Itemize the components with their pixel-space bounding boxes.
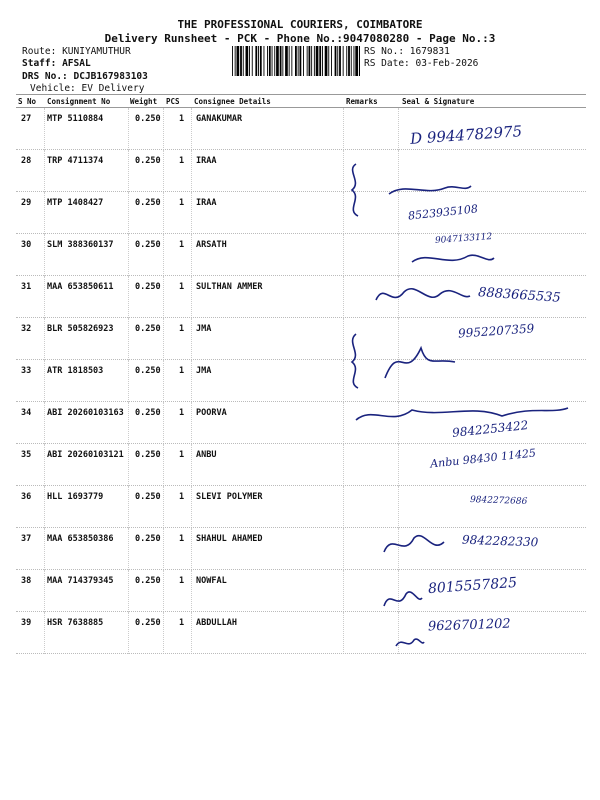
column-divider: [191, 612, 192, 654]
column-divider: [163, 318, 164, 360]
table-row: [0, 612, 600, 654]
column-divider: [163, 486, 164, 528]
staff-value: AFSAL: [62, 58, 91, 69]
row-pcs: 1: [179, 408, 185, 418]
column-divider: [398, 444, 399, 486]
column-divider: [44, 570, 45, 612]
row-weight: 0.250: [135, 492, 161, 502]
row-consignee: SHAHUL AHAMED: [196, 534, 263, 544]
column-divider: [191, 318, 192, 360]
table-row: [0, 192, 600, 234]
column-divider: [398, 108, 399, 150]
col-weight: Weight: [130, 97, 158, 106]
column-divider: [44, 318, 45, 360]
column-divider: [191, 360, 192, 402]
column-divider: [128, 276, 129, 318]
column-divider: [44, 528, 45, 570]
handwritten-signature: 9626701202: [427, 616, 511, 635]
handwritten-signature: 8523935108: [407, 202, 479, 223]
table-row: [0, 108, 600, 150]
row-sno: 36: [21, 492, 32, 502]
col-pcs: PCS: [166, 97, 180, 106]
row-sno: 31: [21, 282, 32, 292]
vehicle-label: Vehicle:: [30, 83, 76, 94]
column-divider: [343, 276, 344, 318]
column-divider: [44, 402, 45, 444]
signature-scribble: [408, 248, 498, 270]
column-divider: [163, 360, 164, 402]
row-consignment: MAA 714379345: [47, 576, 114, 586]
row-weight: 0.250: [135, 282, 161, 292]
row-pcs: 1: [179, 534, 185, 544]
row-weight: 0.250: [135, 534, 161, 544]
row-consignee: ABDULLAH: [196, 618, 237, 628]
table-row: [0, 444, 600, 486]
row-sno: 33: [21, 366, 32, 376]
column-divider: [128, 360, 129, 402]
row-sno: 39: [21, 618, 32, 628]
row-consignment: ATR 1818503: [47, 366, 104, 376]
handwritten-signature: 9842253422: [451, 418, 529, 440]
handwritten-signature: D 9944782975: [409, 122, 523, 148]
table-row: [0, 528, 600, 570]
handwritten-signature: 9047133112: [434, 232, 493, 246]
row-weight: 0.250: [135, 408, 161, 418]
table-row: [0, 150, 600, 192]
row-pcs: 1: [179, 366, 185, 376]
col-seal-signature: Seal & Signature: [402, 97, 475, 106]
column-divider: [128, 444, 129, 486]
table-row: [0, 360, 600, 402]
column-divider: [343, 444, 344, 486]
column-divider: [128, 570, 129, 612]
handwritten-signature: 9952207359: [457, 321, 535, 341]
column-divider: [191, 192, 192, 234]
header-top-rule: [16, 94, 586, 95]
remark-brace-mark: [342, 160, 366, 220]
row-pcs: 1: [179, 618, 185, 628]
drs-value: DCJB167983103: [73, 71, 148, 82]
column-divider: [191, 234, 192, 276]
column-divider: [44, 486, 45, 528]
row-consignment: MAA 653850386: [47, 534, 114, 544]
row-consignee: JMA: [196, 324, 212, 334]
handwritten-signature: Anbu 98430 11425: [429, 446, 537, 471]
row-pcs: 1: [179, 240, 185, 250]
column-divider: [163, 276, 164, 318]
handwritten-signature: 8015557825: [427, 574, 518, 598]
column-divider: [163, 570, 164, 612]
rs-number: RS No.: 1679831: [364, 46, 450, 57]
column-divider: [343, 486, 344, 528]
column-divider: [163, 108, 164, 150]
drs-label: DRS No.:: [22, 71, 68, 82]
route-line: [22, 46, 131, 57]
row-weight: 0.250: [135, 156, 161, 166]
staff-line: [22, 58, 91, 69]
column-divider: [128, 234, 129, 276]
column-divider: [128, 150, 129, 192]
row-weight: 0.250: [135, 450, 161, 460]
row-weight: 0.250: [135, 618, 161, 628]
row-pcs: 1: [179, 156, 185, 166]
signature-scribble: [375, 338, 460, 388]
row-consignee: SULTHAN AMMER: [196, 282, 263, 292]
row-weight: 0.250: [135, 198, 161, 208]
column-divider: [163, 192, 164, 234]
column-divider: [163, 444, 164, 486]
row-pcs: 1: [179, 282, 185, 292]
row-weight: 0.250: [135, 576, 161, 586]
column-divider: [191, 108, 192, 150]
row-pcs: 1: [179, 492, 185, 502]
column-divider: [44, 150, 45, 192]
column-divider: [163, 234, 164, 276]
row-sno: 32: [21, 324, 32, 334]
column-divider: [191, 402, 192, 444]
column-divider: [343, 570, 344, 612]
row-consignment: BLR 505826923: [47, 324, 114, 334]
column-divider: [44, 108, 45, 150]
signature-scribble: [385, 178, 475, 202]
row-consignment: ABI 20260103121: [47, 450, 124, 460]
route-label: Route:: [22, 46, 57, 57]
row-sno: 27: [21, 114, 32, 124]
column-divider: [128, 108, 129, 150]
vehicle-line: [30, 83, 144, 94]
row-sno: 30: [21, 240, 32, 250]
row-consignee: NOWFAL: [196, 576, 227, 586]
row-consignment: MTP 1408427: [47, 198, 104, 208]
row-pcs: 1: [179, 198, 185, 208]
column-divider: [163, 612, 164, 654]
column-divider: [44, 192, 45, 234]
row-consignee: SLEVI POLYMER: [196, 492, 263, 502]
row-weight: 0.250: [135, 324, 161, 334]
row-consignment: HSR 7638885: [47, 618, 104, 628]
col-consignment: Consignment No: [47, 97, 111, 106]
column-divider: [398, 486, 399, 528]
row-consignment: MTP 5110884: [47, 114, 104, 124]
vehicle-value: EV Delivery: [81, 83, 145, 94]
row-weight: 0.250: [135, 114, 161, 124]
column-divider: [191, 528, 192, 570]
handwritten-signature: 8883665535: [477, 285, 562, 306]
table-row: [0, 570, 600, 612]
runsheet-subtitle: Delivery Runsheet - PCK - Phone No.:9047080280 - Page No.:3: [104, 32, 496, 45]
column-divider: [343, 528, 344, 570]
row-consignment: SLM 388360137: [47, 240, 114, 250]
row-divider: [16, 653, 586, 654]
column-divider: [343, 612, 344, 654]
row-consignee: ARSATH: [196, 240, 227, 250]
column-divider: [128, 402, 129, 444]
row-consignee: IRAA: [196, 198, 217, 208]
column-divider: [44, 276, 45, 318]
row-consignment: MAA 653850611: [47, 282, 114, 292]
signature-scribble: [378, 528, 448, 562]
column-divider: [44, 444, 45, 486]
col-remarks: Remarks: [346, 97, 378, 106]
row-pcs: 1: [179, 576, 185, 586]
signature-scribble: [370, 280, 475, 312]
row-sno: 34: [21, 408, 32, 418]
row-sno: 29: [21, 198, 32, 208]
row-consignment: TRP 4711374: [47, 156, 104, 166]
row-consignee: GANAKUMAR: [196, 114, 243, 124]
handwritten-signature: 9842272686: [469, 495, 528, 507]
row-sno: 37: [21, 534, 32, 544]
column-divider: [128, 318, 129, 360]
row-pcs: 1: [179, 114, 185, 124]
row-pcs: 1: [179, 324, 185, 334]
row-consignee: IRAA: [196, 156, 217, 166]
signature-scribble: [392, 632, 426, 652]
row-consignment: ABI 20260103163: [47, 408, 124, 418]
column-divider: [44, 360, 45, 402]
column-divider: [128, 486, 129, 528]
column-divider: [398, 234, 399, 276]
column-divider: [343, 108, 344, 150]
column-divider: [343, 402, 344, 444]
column-divider: [128, 528, 129, 570]
row-weight: 0.250: [135, 240, 161, 250]
column-divider: [191, 276, 192, 318]
row-consignee: POORVA: [196, 408, 227, 418]
column-divider: [128, 612, 129, 654]
row-pcs: 1: [179, 450, 185, 460]
column-divider: [44, 612, 45, 654]
handwritten-signature: 9842282330: [461, 532, 539, 550]
column-divider: [343, 234, 344, 276]
row-sno: 35: [21, 450, 32, 460]
table-row: [0, 276, 600, 318]
table-row: [0, 234, 600, 276]
row-consignee: JMA: [196, 366, 212, 376]
row-sno: 38: [21, 576, 32, 586]
column-divider: [191, 150, 192, 192]
column-divider: [191, 444, 192, 486]
row-weight: 0.250: [135, 366, 161, 376]
signature-scribble: [380, 584, 424, 614]
remark-brace-mark: [342, 330, 366, 392]
row-consignment: HLL 1693779: [47, 492, 104, 502]
col-sno: S No: [18, 97, 37, 106]
column-divider: [163, 402, 164, 444]
row-consignee: ANBU: [196, 450, 217, 460]
table-row: [0, 318, 600, 360]
column-divider: [163, 528, 164, 570]
drs-line: [22, 71, 148, 82]
row-sno: 28: [21, 156, 32, 166]
signature-scribble: [352, 398, 572, 428]
rs-date: RS Date: 03-Feb-2026: [364, 58, 479, 69]
column-divider: [191, 486, 192, 528]
staff-label: Staff:: [22, 58, 57, 69]
barcode-image: [232, 46, 360, 76]
column-divider: [191, 570, 192, 612]
col-consignee: Consignee Details: [194, 97, 271, 106]
route-value: KUNIYAMUTHUR: [62, 46, 131, 57]
table-row: [0, 486, 600, 528]
column-divider: [163, 150, 164, 192]
company-title: THE PROFESSIONAL COURIERS, COIMBATORE: [177, 18, 423, 31]
column-divider: [128, 192, 129, 234]
column-divider: [44, 234, 45, 276]
